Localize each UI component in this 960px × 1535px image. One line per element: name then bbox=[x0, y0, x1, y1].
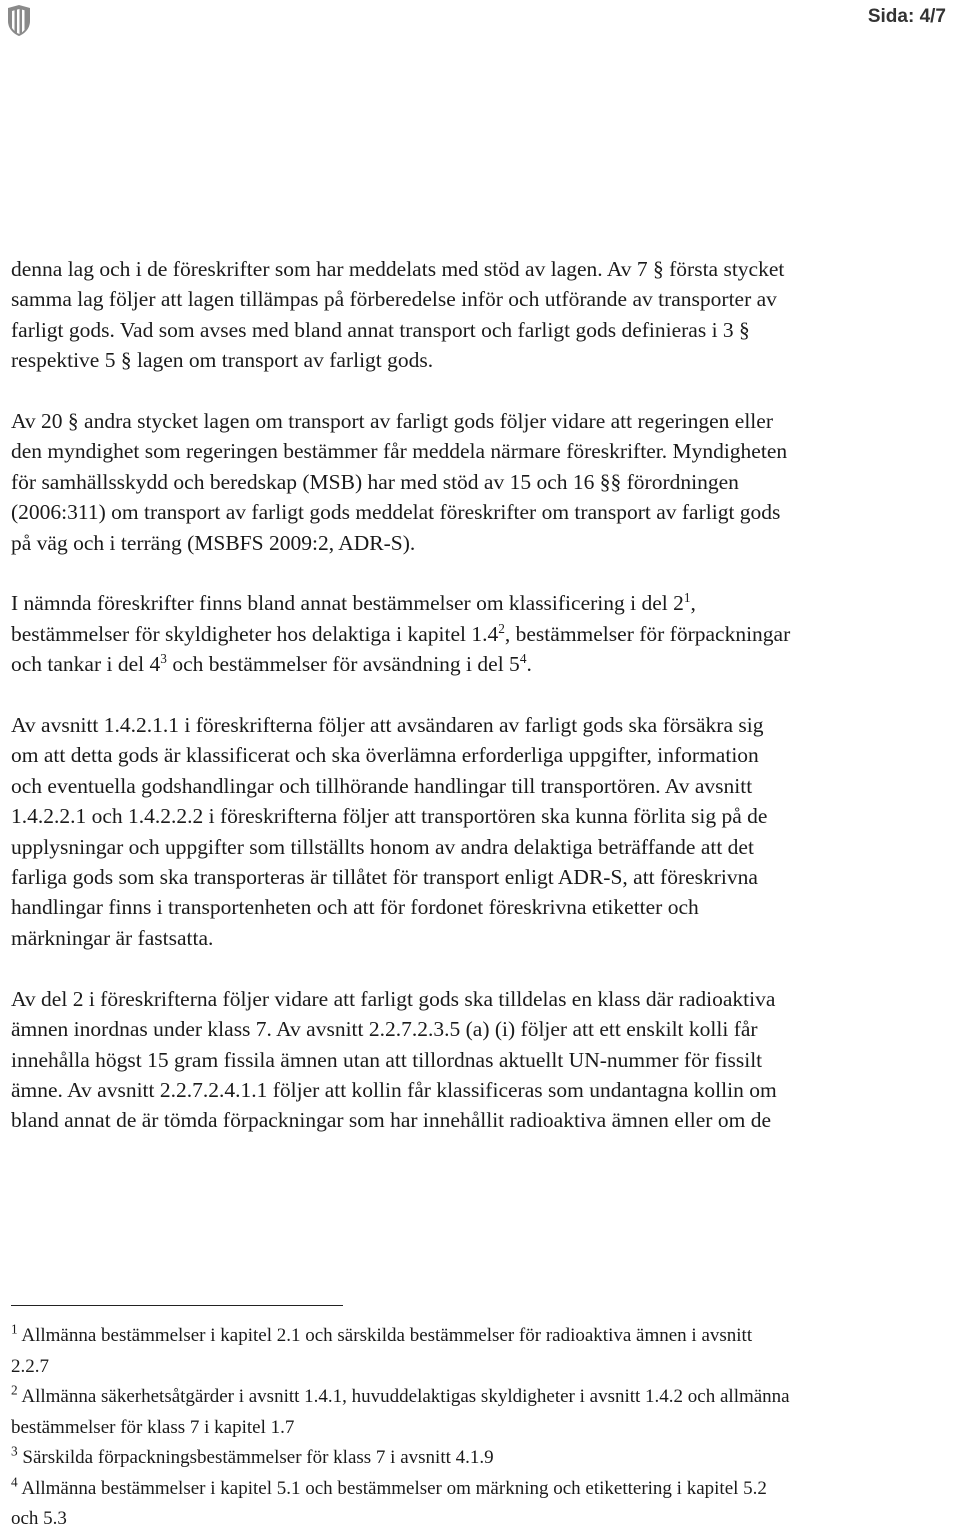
footnote-text: Särskilda förpackningsbestämmelser för klass 7 i avsnitt 4.1.9 bbox=[17, 1447, 494, 1468]
document-body bbox=[11, 254, 791, 1166]
footnote-ref-4[interactable]: 4 bbox=[519, 651, 527, 667]
footnote-separator bbox=[11, 1305, 343, 1306]
footnotes bbox=[11, 1321, 791, 1535]
paragraph-3-text: I nämnda föreskrifter finns bland annat bestämmelser om klassificering i del 2 bbox=[11, 591, 684, 616]
footnote-1 bbox=[11, 1321, 791, 1382]
footnote-text: Allmänna bestämmelser i kapitel 2.1 och särskilda bestämmelser för radioaktiva ämnen i avsnitt 2.2.7 bbox=[11, 1325, 753, 1377]
footnote-ref-1[interactable]: 1 bbox=[683, 590, 691, 606]
footnote-ref-3[interactable]: 3 bbox=[160, 651, 167, 667]
paragraph-2: Av 20 § andra stycket lagen om transport av farligt gods följer vidare att regeringen eller den myndighet som regeringen bestämmer får meddela närmare föreskrifter. Myndigheten för samhällsskydd och beredskap (MSB) har med stöd av 15 och 16 §§ förordningen (2006:311) om transport av farligt gods meddelat föreskrifter om transport av farligt gods på väg och i terräng (MSBFS 2009:2, ADR-S). bbox=[11, 409, 788, 555]
page-number: Sida: 4/7 bbox=[867, 6, 946, 27]
footnote-number: 2 bbox=[11, 1382, 18, 1398]
paragraph-3-text: och bestämmelser för avsändning i del 5 bbox=[166, 652, 520, 677]
paragraph-5: Av del 2 i föreskrifterna följer vidare att farligt gods ska tilldelas en klass där radioaktiva ämnen inordnas under klass 7. Av avsnitt 2.2.7.2.3.5 (a) (i) följer att ett enskilt kolli får innehålla högst 15 gram fissila ämnen utan att tillordnas aktuellt UN-nummer för fissilt ämne. Av avsnitt 2.2.7.2.4.1.1 följer att kollin får klassificeras som undantagna kollin om bland annat de är tömda förpackningar som har innehållit radioaktiva ämnen eller om de bbox=[11, 986, 777, 1133]
footnote-4 bbox=[11, 1474, 791, 1535]
footnote-number: 1 bbox=[11, 1321, 18, 1337]
footnote-ref-2[interactable]: 2 bbox=[498, 620, 505, 636]
footnote-2 bbox=[11, 1382, 791, 1443]
footnote-text: Allmänna bestämmelser i kapitel 5.1 och bestämmelser om märkning och etikettering i kapitel 5.2 och 5.3 bbox=[11, 1477, 767, 1529]
footnote-text: Allmänna säkerhetsåtgärder i avsnitt 1.4.1, huvuddelaktigas skyldigheter i avsnitt 1.4.2 och allmänna bestämmelser för klass 7 i kapitel 1.7 bbox=[11, 1386, 790, 1438]
paragraph-4: Av avsnitt 1.4.2.1.1 i föreskrifterna följer att avsändaren av farligt gods ska försäkra sig om att detta gods är klassificerat och ska överlämna erforderliga uppgifter, information och eventuella godshandlingar och tillhörande handlingar till transportören. Av avsnitt 1.4.2.2.1 och 1.4.2.2.2 i föreskrifterna följer att transportören ska kunna förlita sig på de upplysningar och uppgifter som tillställts honom av andra delaktiga beträffande att det farliga gods som ska transporteras är tillåtet för transport enligt ADR-S, att föreskrivna handlingar finns i transportenheten och att för fordonet föreskrivna etiketter och märkningar är fastsatta. bbox=[11, 713, 768, 950]
paragraph-3 bbox=[11, 588, 791, 679]
paragraph-3-text: , bestämmelser för skyldigheter hos delaktiga i kapitel 1.4 bbox=[11, 591, 696, 646]
footnote-3 bbox=[11, 1443, 791, 1474]
paragraph-3-text: . bbox=[526, 652, 532, 677]
shield-logo-icon bbox=[7, 4, 31, 37]
paragraph-1: denna lag och i de föreskrifter som har meddelats med stöd av lagen. Av 7 § första stycket samma lag följer att lagen tillämpas på förberedelse inför och utförande av transporter av farligt gods. Vad som avses med bland annat transport och farligt gods definieras i 3 § respektive 5 § lagen om transport av farligt gods. bbox=[11, 257, 785, 373]
footnote-number: 4 bbox=[11, 1474, 18, 1490]
paragraph-3-text: , bestämmelser för förpackningar och tankar i del 4 bbox=[11, 621, 791, 677]
footnote-number: 3 bbox=[11, 1443, 18, 1459]
